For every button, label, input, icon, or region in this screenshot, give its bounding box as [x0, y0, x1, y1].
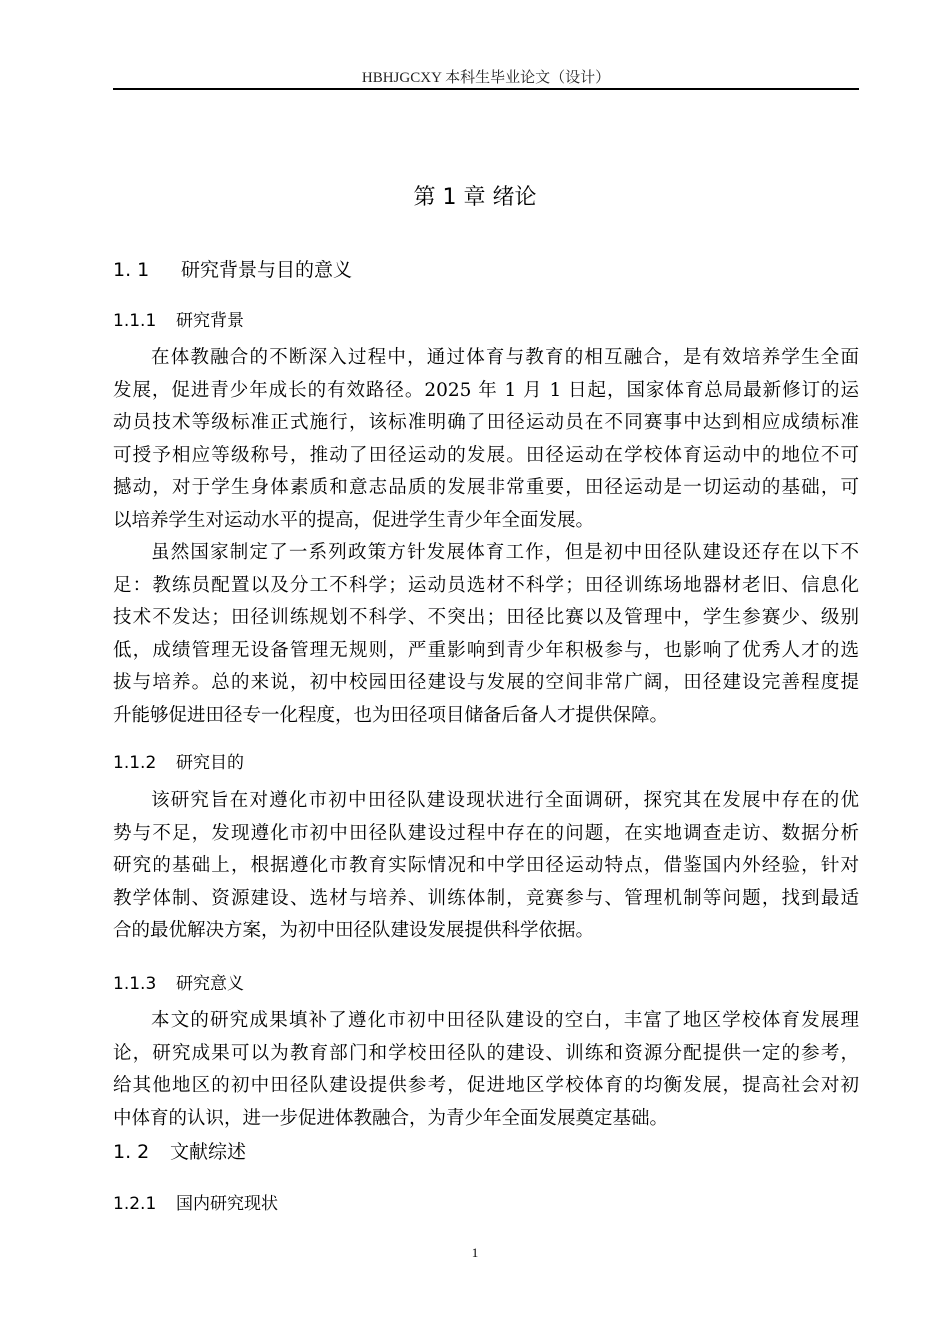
section-1-1-2-heading — [113, 748, 244, 773]
text-line: 势与不足，发现遵化市初中田径队建设过程中存在的问题，在实地调查走访、数据分析 — [113, 822, 859, 844]
paragraph-significance — [113, 1005, 859, 1135]
text-line: 本文的研究成果填补了遵化市初中田径队建设的空白，丰富了地区学校体育发展理 — [151, 1010, 859, 1031]
text-line: 升能够促进田径专一化程度，也为田径项目储备后备人才提供保障。 — [113, 704, 669, 726]
paragraph-background-2 — [113, 537, 859, 732]
section-1-1-heading — [113, 255, 352, 282]
section-title: 研究目的 — [176, 753, 244, 773]
section-1-1-3-heading — [113, 969, 244, 994]
section-number: 1.1.2 — [113, 753, 157, 773]
section-title: 国内研究现状 — [176, 1194, 278, 1214]
text-line: 撼动，对于学生身体素质和意志品质的发展非常重要，田径运动是一切运动的基础，可 — [113, 477, 859, 498]
text-line: 论，研究成果可以为教育部门和学校田径队的建设、训练和资源分配提供一定的参考， — [113, 1042, 859, 1064]
running-header: HBHJGCXY 本科生毕业论文（设计） — [361, 70, 611, 86]
paragraph-purpose — [113, 785, 859, 948]
text-line: 发展，促进青少年成长的有效路径。2025 年 1 月 1 日起，国家体育总局最新修订的运 — [113, 379, 859, 401]
text-line: 可授予相应等级称号，推动了田径运动的发展。田径运动在学校体育运动中的地位不可 — [113, 444, 859, 466]
section-title: 研究背景 — [176, 311, 244, 331]
text-line: 研究的基础上，根据遵化市教育实际情况和中学田径运动特点，借鉴国内外经验，针对 — [113, 855, 859, 876]
section-1-1-1-heading — [113, 306, 244, 331]
section-number: 1.1.3 — [113, 974, 157, 994]
text-line: 拔与培养。总的来说，初中校园田径建设与发展的空间非常广阔，田径建设完善程度提 — [113, 672, 859, 693]
text-line: 技术不发达；田径训练规划不科学、不突出；田径比赛以及管理中，学生参赛少、级别 — [113, 607, 859, 628]
section-number: 1.2.1 — [113, 1194, 157, 1214]
text-line: 虽然国家制定了一系列政策方针发展体育工作，但是初中田径队建设还存在以下不 — [151, 542, 859, 563]
text-line: 合的最优解决方案，为初中田径队建设发展提供科学依据。 — [113, 920, 595, 941]
text-line: 中体育的认识，进一步促进体教融合，为青少年全面发展奠定基础。 — [113, 1107, 669, 1129]
page-number: 1 — [471, 1245, 479, 1260]
section-1-2-heading — [113, 1137, 246, 1164]
text-line: 在体教融合的不断深入过程中，通过体育与教育的相互融合，是有效培养学生全面 — [151, 347, 859, 368]
text-line: 动员技术等级标准正式施行，该标准明确了田径运动员在不同赛事中达到相应成绩标准 — [113, 412, 859, 433]
section-1-2-1-heading — [113, 1189, 278, 1214]
chapter-title: 第 1 章 绪论 — [413, 185, 537, 210]
section-number: 1. 1 — [113, 259, 150, 281]
section-title: 文献综述 — [170, 1141, 247, 1163]
section-number: 1. 2 — [113, 1141, 150, 1163]
text-line: 教学体制、资源建设、选材与培养、训练体制，竞赛参与、管理机制等问题，找到最适 — [113, 887, 859, 909]
text-line: 低，成绩管理无设备管理无规则，严重影响到青少年积极参与，也影响了优秀人才的选 — [113, 639, 859, 661]
paragraph-background-1 — [113, 342, 859, 537]
section-number: 1.1.1 — [113, 311, 157, 331]
text-line: 以培养学生对运动水平的提高，促进学生青少年全面发展。 — [113, 509, 595, 531]
section-title: 研究背景与目的意义 — [181, 259, 353, 281]
section-title: 研究意义 — [176, 974, 244, 994]
header-rule — [113, 88, 859, 90]
text-line: 足：教练员配置以及分工不科学；运动员选材不科学；田径训练场地器材老旧、信息化 — [113, 574, 859, 596]
text-line: 该研究旨在对遵化市初中田径队建设现状进行全面调研，探究其在发展中存在的优 — [151, 790, 859, 811]
text-line: 给其他地区的初中田径队建设提供参考，促进地区学校体育的均衡发展，提高社会对初 — [113, 1075, 859, 1096]
